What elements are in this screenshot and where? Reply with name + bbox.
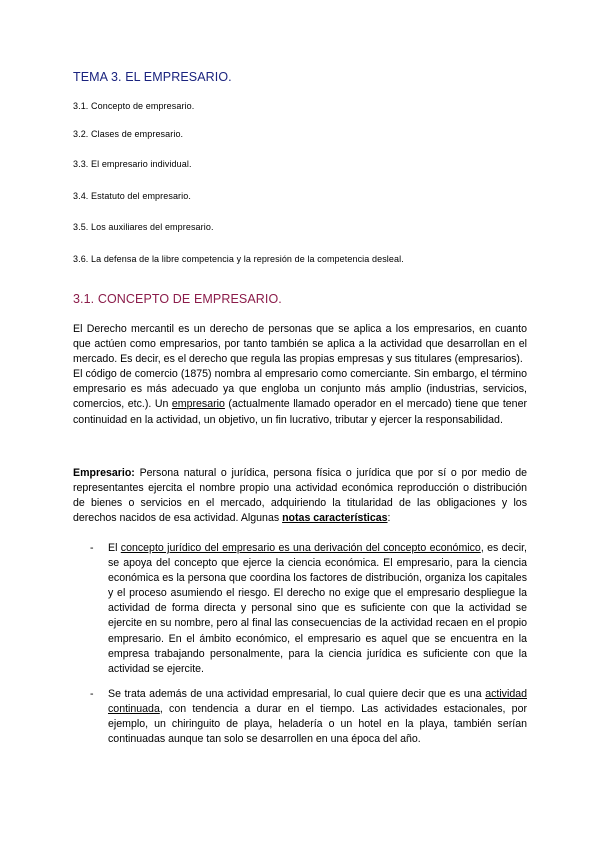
codigo-text: El código de comercio (1875) nombra al empresario como comerciante. Sin embargo, el término empresario es más adecuado ya que engloba un conjunto más amplio (industrias, servicios, comercios, etc.). Un (73, 368, 527, 411)
list-item (108, 541, 527, 677)
document-heading: TEMA 3. EL EMPRESARIO. (73, 70, 232, 84)
actividad-continuada-term: actividad continuada (108, 688, 527, 716)
toc-item: 3.1. Concepto de empresario. (73, 101, 195, 111)
definition-paragraph (73, 466, 527, 526)
list-item (108, 687, 527, 747)
bullet2-start: Se trata además de una actividad empresarial, lo cual quiere decir que es una (108, 688, 486, 700)
bullet-marker: - (90, 688, 94, 700)
bullet-marker: - (90, 542, 94, 554)
toc-item: 3.5. Los auxiliares del empresario. (73, 222, 214, 232)
toc-item: 3.2. Clases de empresario. (73, 129, 184, 139)
definition-text: Persona natural o jurídica, persona física o jurídica que por sí o por medio de representantes ejercita el nombre propio una actividad económica reproducción o distribución de bienes o servicios en el mercado, adquiriendo la titularidad de las obligaciones y los derechos nacidos de esa actividad. Algunas (73, 467, 527, 525)
concepto-juridico-term: concepto jurídico del empresario es una derivación del concepto económico (120, 542, 481, 554)
empresario-term: empresario (171, 398, 225, 411)
definition-colon: : (387, 512, 391, 525)
toc-item: 3.6. La defensa de la libre competencia y la represión de la competencia desleal. (73, 254, 404, 264)
notes-term: notas características (282, 512, 388, 525)
bullet2-text: , con tendencia a durar en el tiempo. Las actividades estacionales, por ejemplo, un chiringuito de playa, heladería o un hotel en la playa, también serían continuadas aunque tan solo se desarrollen en una época del año. (108, 703, 527, 746)
section-title: 3.1. CONCEPTO DE EMPRESARIO. (73, 292, 282, 306)
definition-term: Empresario: (73, 467, 135, 479)
toc-item: 3.3. El empresario individual. (73, 159, 192, 169)
bullet1-start: El (108, 542, 121, 554)
codigo-text-end: (actualmente llamado operador en el mercado) tiene que tener continuidad en la actividad, un objetivo, un fin lucrativo, tributar y ejercer la responsabilidad. (73, 398, 527, 426)
intro-text: El Derecho mercantil es un derecho de personas que se aplica a los empresarios, en cuanto que actúen como empresarios, por tanto también se aplica a la actividad que desarrollan en el mercado. Es decir, es el derecho que regula las propias empresas y sus titulares (empresarios). (73, 323, 527, 366)
intro-paragraph (73, 322, 527, 428)
bullet1-text: , es decir, se apoya del concepto que ejerce la ciencia económica. El empresario, para la ciencia económica es la persona que coordina los factores de distribución, organiza los capitales y el proceso asumiendo el riesgo. El derecho no exige que el empresario despliegue la actividad de forma directa y personal sino que es suficiente con que la actividad se ejercite en su nombre, pero al final las consecuencias de la actividad recaen en el propio empresario. En el ámbito económico, el empresario es aquel que se encuentra en la empresa trabajando personalmente, para la ciencia jurídica es suficiente con que la actividad se ejercite. (108, 542, 527, 675)
toc-item: 3.4. Estatuto del empresario. (73, 191, 191, 201)
